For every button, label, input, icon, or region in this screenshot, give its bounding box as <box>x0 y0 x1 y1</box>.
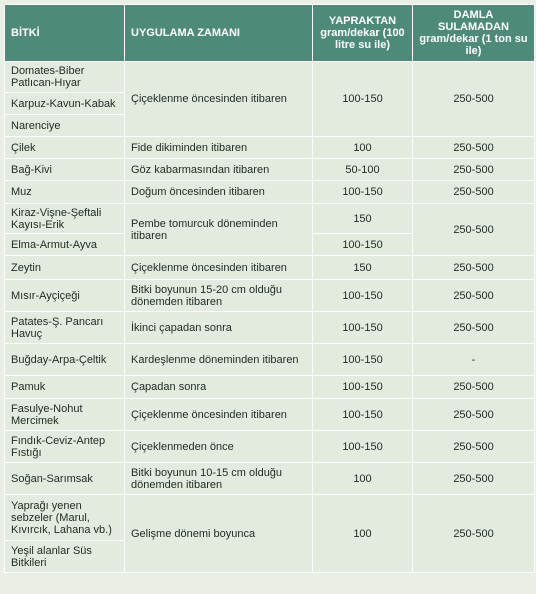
header-damla: DAMLA SULAMADAN gram/dekar (1 ton su ile) <box>413 5 535 62</box>
cell-damla: 250-500 <box>413 280 535 312</box>
cell-damla: - <box>413 344 535 376</box>
cell-yapraktan: 100-150 <box>313 399 413 431</box>
header-zaman: UYGULAMA ZAMANI <box>125 5 313 62</box>
cell-zaman: Fide dikiminden itibaren <box>125 137 313 159</box>
cell-damla: 250-500 <box>413 463 535 495</box>
cell-yapraktan: 100-150 <box>313 431 413 463</box>
cell-damla: 250-500 <box>413 137 535 159</box>
cell-yapraktan: 100 <box>313 495 413 573</box>
cell-damla: 250-500 <box>413 62 535 137</box>
cell-zaman: Gelişme dönemi boyunca <box>125 495 313 573</box>
cell-bitki: Elma-Armut-Ayva <box>5 234 125 256</box>
cell-zaman: Çiçeklenme öncesinden itibaren <box>125 256 313 280</box>
cell-damla: 250-500 <box>413 181 535 204</box>
header-bitki: BİTKİ <box>5 5 125 62</box>
cell-yapraktan: 150 <box>313 256 413 280</box>
cell-damla: 250-500 <box>413 159 535 181</box>
cell-bitki: Fasulye-Nohut Mercimek <box>5 399 125 431</box>
cell-zaman: Pembe tomurcuk döneminden itibaren <box>125 204 313 256</box>
fertilizer-table <box>4 4 535 573</box>
header-yapraktan: YAPRAKTAN gram/dekar (100 litre su ile) <box>313 5 413 62</box>
cell-zaman: Çiçeklenme öncesinden itibaren <box>125 62 313 137</box>
cell-yapraktan: 100 <box>313 137 413 159</box>
cell-bitki: Fındık-Ceviz-Antep Fıstığı <box>5 431 125 463</box>
table-row <box>5 280 535 312</box>
cell-yapraktan: 100 <box>313 463 413 495</box>
cell-zaman: Çiçeklenmeden önce <box>125 431 313 463</box>
cell-bitki: Pamuk <box>5 376 125 399</box>
cell-bitki: Narenciye <box>5 115 125 137</box>
table-row <box>5 376 535 399</box>
cell-damla: 250-500 <box>413 312 535 344</box>
cell-bitki: Soğan-Sarımsak <box>5 463 125 495</box>
header-row <box>5 5 535 62</box>
cell-zaman: Çiçeklenme öncesinden itibaren <box>125 399 313 431</box>
table-row <box>5 463 535 495</box>
cell-yapraktan: 100-150 <box>313 62 413 137</box>
cell-bitki: Yeşil alanlar Süs Bitkileri <box>5 541 125 573</box>
table-row <box>5 204 535 234</box>
cell-zaman: İkinci çapadan sonra <box>125 312 313 344</box>
cell-bitki: Kiraz-Vişne-Şeftali Kayısı-Erik <box>5 204 125 234</box>
cell-yapraktan: 100-150 <box>313 181 413 204</box>
cell-yapraktan: 100-150 <box>313 234 413 256</box>
cell-yapraktan: 50-100 <box>313 159 413 181</box>
table-row <box>5 137 535 159</box>
cell-zaman: Göz kabarmasından itibaren <box>125 159 313 181</box>
cell-bitki: Domates-Biber Patlıcan-Hıyar <box>5 62 125 93</box>
cell-damla: 250-500 <box>413 495 535 573</box>
cell-zaman: Kardeşlenme döneminden itibaren <box>125 344 313 376</box>
cell-bitki: Yaprağı yenen sebzeler (Marul, Kıvırcık, Lahana vb.) <box>5 495 125 541</box>
cell-damla: 250-500 <box>413 431 535 463</box>
cell-yapraktan: 100-150 <box>313 344 413 376</box>
cell-bitki: Karpuz-Kavun-Kabak <box>5 93 125 115</box>
cell-yapraktan: 100-150 <box>313 376 413 399</box>
table-row <box>5 431 535 463</box>
cell-yapraktan: 100-150 <box>313 312 413 344</box>
cell-yapraktan: 150 <box>313 204 413 234</box>
cell-zaman: Doğum öncesinden itibaren <box>125 181 313 204</box>
cell-damla: 250-500 <box>413 204 535 256</box>
table-row <box>5 256 535 280</box>
cell-zaman: Çapadan sonra <box>125 376 313 399</box>
cell-damla: 250-500 <box>413 256 535 280</box>
cell-zaman: Bitki boyunun 15-20 cm olduğu dönemden itibaren <box>125 280 313 312</box>
table-row <box>5 62 535 93</box>
table-row <box>5 495 535 541</box>
cell-damla: 250-500 <box>413 399 535 431</box>
cell-bitki: Muz <box>5 181 125 204</box>
table-row <box>5 344 535 376</box>
table-row <box>5 181 535 204</box>
table-row <box>5 159 535 181</box>
cell-bitki: Zeytin <box>5 256 125 280</box>
cell-zaman: Bitki boyunun 10-15 cm olduğu dönemden itibaren <box>125 463 313 495</box>
cell-bitki: Mısır-Ayçiçeği <box>5 280 125 312</box>
cell-damla: 250-500 <box>413 376 535 399</box>
cell-bitki: Çilek <box>5 137 125 159</box>
cell-bitki: Patates-Ş. Pancarı Havuç <box>5 312 125 344</box>
table-row <box>5 312 535 344</box>
cell-bitki: Bağ-Kivi <box>5 159 125 181</box>
cell-yapraktan: 100-150 <box>313 280 413 312</box>
cell-bitki: Buğday-Arpa-Çeltik <box>5 344 125 376</box>
table-row <box>5 399 535 431</box>
